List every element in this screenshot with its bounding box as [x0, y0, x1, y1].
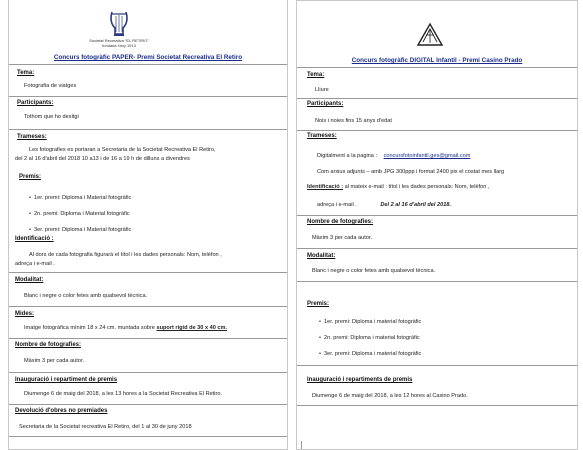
logo-caption: Societat Recreativa "EL RETIRO"	[89, 38, 149, 43]
prize-item: • 3er. premi: Diploma i material fotogràfic	[319, 351, 421, 357]
nombre-heading: Nombre de fotografies:	[307, 219, 374, 225]
modalitat-heading: Modalitat:	[307, 253, 336, 259]
identificacio-line-2: adreça i e-mail .	[15, 261, 55, 267]
mides-text-plain: Imatge fotogràfica mínim 18 x 24 cm. muntada sobre	[24, 325, 157, 331]
inauguracio-text: Diumenge 6 de maig del 2018, a les 12 hores al Casino Prado.	[312, 393, 468, 399]
trameses-heading: Trameses:	[307, 133, 337, 139]
premis-heading: Premis:	[307, 301, 330, 307]
identificacio-line-1	[307, 183, 490, 193]
tema-heading: Tema:	[17, 70, 35, 76]
identificacio-line-2	[317, 201, 451, 211]
inauguracio-text: Diumenge 6 de maig del 2018, a les 13 hores a la Societat Recreativa El Retiro.	[24, 391, 223, 397]
trameses-line-1: Les fotografies es portaran a Secretaria de la Societat Recreativa El Retiro,	[29, 147, 216, 153]
prize-item: • 3er. premi: Diploma i Material fotogràfic	[29, 227, 131, 233]
identificacio-heading: Identificació :	[307, 184, 344, 190]
left-title: Concurs fotogràfic PAPER- Premi Societat Recreativa El Retiro	[53, 54, 243, 61]
participants-text: Tothom que ho desitgi	[24, 114, 79, 120]
mides-text-bold: suport rígid de 30 x 40 cm.	[156, 325, 228, 331]
prize-item: • 2n. premi: Diploma i material fotogràfic	[319, 335, 420, 341]
trameses-line-1	[317, 152, 470, 162]
identificacio-heading: Identificació :	[15, 236, 54, 242]
right-title-sep: -	[456, 57, 463, 64]
premis-heading: Premis:	[19, 174, 42, 180]
nombre-heading: Nombre de fotografies:	[15, 342, 82, 348]
modalitat-text: Blanc i negre o color fetes amb qualsevol tècnica.	[312, 268, 436, 274]
inauguracio-heading: Inauguració i repartiments de premis	[307, 377, 413, 383]
participants-text: Nois i noies fins 15 anys d'edat	[315, 118, 392, 124]
trameses-line-2: del 2 al 16 d'abril del 2018 10 a13 i de 16 a 19 h de dilluns a divendres	[15, 156, 190, 162]
modalitat-heading: Modalitat:	[15, 277, 44, 283]
trameses-heading: Trameses:	[17, 134, 47, 140]
tema-text: Lliure	[315, 87, 329, 93]
right-page	[296, 0, 578, 450]
nombre-text: Màxim 3 per cada autor.	[312, 235, 373, 241]
modalitat-text: Blanc i negre o color fetes amb qualsevol tècnica.	[24, 293, 148, 299]
mides-text	[24, 324, 227, 334]
participants-heading: Participants:	[307, 101, 344, 107]
prize-item: • 1er. premi: Diploma i Material fotogràfic	[29, 195, 131, 201]
prize-item: • 1er. premi: Diploma i material fotogràfic	[319, 319, 421, 325]
identificacio-line-1: Al dors de cada fotografia figurarà el títol i les dades personals: Nom, telèfon ,	[29, 252, 222, 258]
devolucio-heading: Devolució d'obres no premiades	[15, 408, 108, 414]
logo-caption-sub: fundada l'any 1913	[102, 43, 136, 48]
tema-heading: Tema:	[307, 72, 325, 78]
crop-mark	[301, 441, 312, 449]
participants-heading: Participants:	[17, 100, 54, 106]
devolucio-text: Secretaria de la Societat recreativa El Retiro, del 1 al 30 de juny 2018	[19, 424, 192, 430]
right-title-sub: Premi Casino Prado	[462, 57, 523, 64]
camera-emblem-icon	[415, 21, 445, 47]
nombre-text: Màxim 3 per cada autor.	[24, 358, 85, 364]
tema-text: Fotografia de viatges	[24, 83, 77, 89]
right-title	[297, 57, 577, 64]
title-rule	[9, 64, 287, 65]
left-page	[8, 0, 288, 450]
trameses-label: Digitalment a la pagina :	[317, 153, 378, 159]
lyre-icon	[108, 8, 130, 38]
right-title-main: Concurs fotogràfic DIGITAL Infantil	[351, 57, 457, 64]
trameses-line-2: Com arxius adjunts – amb JPG 300ppp i format 2400 pix el costat mes llarg	[317, 169, 505, 175]
casino-prado-logo	[413, 21, 447, 47]
identificacio-dates: Del 2 al 16 d'abril del 2018.	[380, 202, 452, 208]
inauguracio-heading: Inauguració i repartiment de premis	[15, 377, 118, 383]
prize-item: • 2n. premi: Diploma i Material fotogràfic	[29, 211, 130, 217]
retiro-logo	[79, 8, 159, 48]
mides-heading: Mides:	[15, 311, 35, 317]
identificacio-text: al mateix e-mail : títol i les dades personals: Nom, telèfon ,	[343, 184, 490, 190]
identificacio-address: adreça i e-mail .	[317, 202, 357, 208]
contest-email-link[interactable]: concursfotoinfantil.ges@gmail.com	[383, 153, 471, 159]
